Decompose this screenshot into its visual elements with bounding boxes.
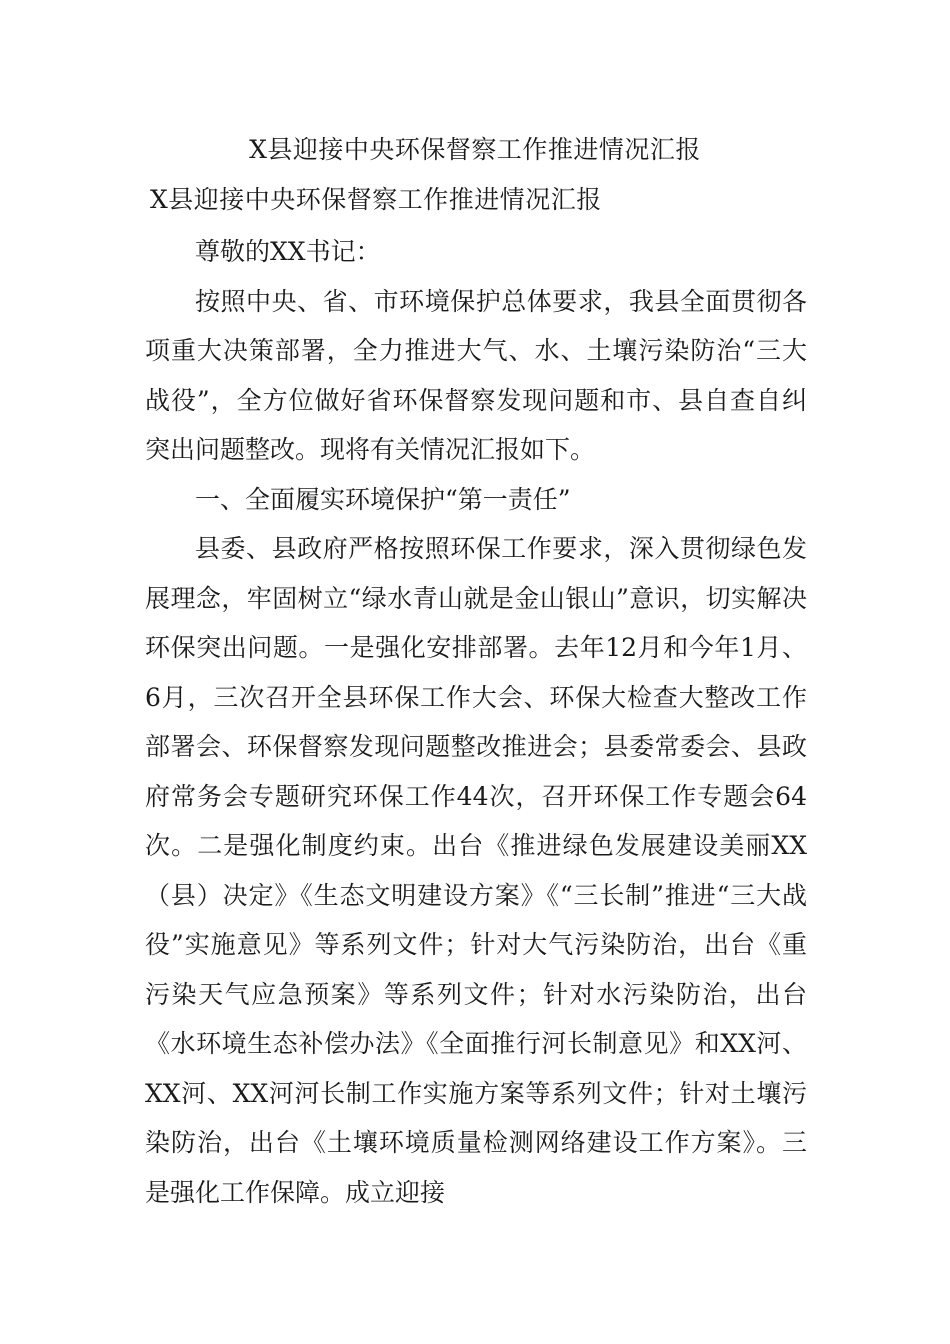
body-paragraph: 县委、县政府严格按照环保工作要求，深入贯彻绿色发展理念，牢固树立“绿水青山就是金山银山”意识，切实解决环保突出问题。一是强化安排部署。去年12月和今年1月、6月，三次召开全县环保工作大会、环保大检查大整改工作部署会、环保督察发现问题整改推进会；县委常委会、县政府常务会专题研究环保工作44次，召开环保工作专题会64次。二是强化制度约束。出台《推进绿色发展建设美丽XX（县）决定》《生态文明建设方案》《“三长制”推进“三大战役”实施意见》等系列文件；针对大气污染防治，出台《重污染天气应急预案》等系列文件；针对水污染防治，出台《水环境生态补偿办法》《全面推行河长制意见》和XX河、XX河、XX河河长制工作实施方案等系列文件；针对土壤污染防治，出台《土壤环境质量检测网络建设工作方案》。三是强化工作保障。成立迎接: [145, 534, 807, 1207]
document-subtitle: X县迎接中央环保督察工作推进情况汇报: [150, 185, 602, 214]
document-body: [145, 227, 807, 1217]
intro-paragraph: 按照中央、省、市环境保护总体要求，我县全面贯彻各项重大决策部署，全力推进大气、水、土壤污染防治“三大战役”，全方位做好省环保督察发现问题和市、县自查自纠突出问题整改。现将有关情况汇报如下。: [145, 286, 807, 464]
document-title: X县迎接中央环保督察工作推进情况汇报: [249, 135, 701, 164]
section-heading: 一、全面履实环境保护“第一责任”: [195, 484, 571, 514]
salutation-paragraph: 尊敬的XX书记：: [195, 237, 381, 266]
